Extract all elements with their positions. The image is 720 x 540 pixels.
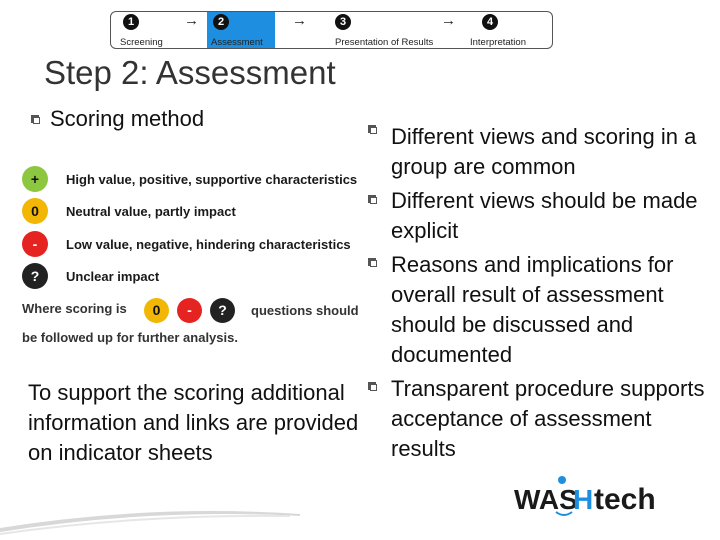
- logo-text-tech: tech: [594, 483, 656, 516]
- logo-text-h: H: [573, 484, 594, 515]
- step-number: 1: [123, 14, 139, 30]
- legend-item-neutral: [22, 198, 236, 224]
- zero-circle-icon: 0: [22, 198, 48, 224]
- arrow-right-icon: →: [441, 12, 456, 29]
- step-presentation: [325, 12, 455, 48]
- zero-circle-icon: 0: [144, 298, 169, 323]
- bullet-item: Transparent procedure supports acceptance of assessment results: [391, 376, 705, 461]
- followed-up-text: be followed up for further analysis.: [22, 330, 238, 345]
- washtech-logo-icon: [514, 474, 689, 518]
- step-label: Presentation of Results: [335, 37, 434, 48]
- bullet-item: Different views and scoring in a group are common: [391, 124, 697, 179]
- where-symbols: [144, 298, 243, 323]
- legend-item-negative: [22, 231, 351, 257]
- step-number: 2: [213, 14, 229, 30]
- step-interpretation: [466, 12, 552, 48]
- bullet-icon: [367, 194, 377, 204]
- question-circle-icon: ?: [22, 263, 48, 289]
- question-circle-icon: ?: [210, 298, 235, 323]
- step-label: Assessment: [211, 37, 263, 48]
- legend-item-unclear: [22, 263, 159, 289]
- bullet-item: Reasons and implications for overall result of assessment should be discussed and documented: [391, 252, 674, 367]
- bullet-icon: [30, 114, 40, 124]
- bullet-icon: [367, 124, 377, 134]
- step-label: Interpretation: [470, 37, 526, 48]
- step-assessment: [207, 12, 275, 48]
- progress-bar: [110, 11, 553, 49]
- plus-circle-icon: +: [22, 166, 48, 192]
- decorative-swoosh: [0, 508, 300, 540]
- legend-label: High value, positive, supportive characteristics: [66, 171, 358, 187]
- bullet-icon: [367, 257, 377, 267]
- minus-circle-icon: -: [22, 231, 48, 257]
- page-title: Step 2: Assessment: [44, 54, 336, 91]
- step-label: Screening: [120, 37, 163, 48]
- bullet-item: Different views should be made explicit: [391, 188, 698, 243]
- minus-circle-icon: -: [177, 298, 202, 323]
- legend-label: Low value, negative, hindering characteristics: [66, 236, 351, 252]
- where-scoring-text: Where scoring is: [22, 301, 127, 316]
- logo-text-was: WAS: [514, 484, 578, 515]
- legend-label: Unclear impact: [66, 268, 160, 284]
- step-number: 3: [335, 14, 351, 30]
- legend-item-positive: [22, 166, 357, 192]
- scoring-method-heading: Scoring method: [50, 106, 205, 131]
- arrow-right-icon: →: [184, 12, 199, 29]
- questions-should-text: questions should: [251, 303, 359, 318]
- step-number: 4: [482, 14, 498, 30]
- support-text: To support the scoring additional information and links are provided on indicator sheets: [28, 380, 359, 465]
- legend-label: Neutral value, partly impact: [66, 203, 236, 219]
- arrow-right-icon: →: [292, 12, 307, 29]
- bullet-icon: [367, 381, 377, 391]
